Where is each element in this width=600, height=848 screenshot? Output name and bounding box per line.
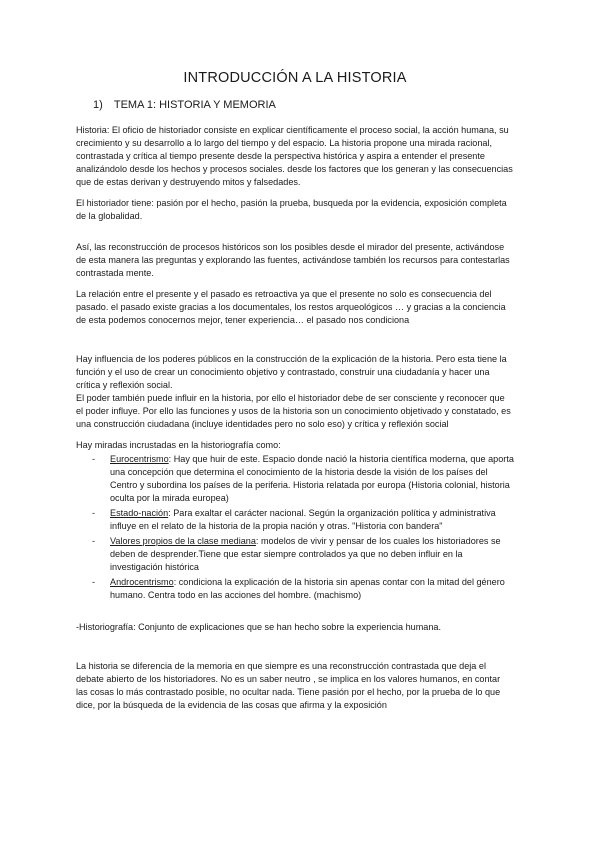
list-bullet: - bbox=[92, 577, 96, 587]
paragraph-historiador: El historiador tiene: pasión por el hecho, pasión la prueba, busqueda por la evidencia, exposición completa de la globalidad. bbox=[76, 198, 507, 221]
list-item-term: Eurocentrismo bbox=[110, 454, 169, 464]
list-item bbox=[76, 535, 514, 574]
paragraph-historia-definition: Historia: El oficio de historiador consiste en explicar científicamente el proceso social, la acción humana, su crecimiento y su desarrollo a lo largo del tiempo y del espacio. La historia propone una mirada racional, contrastada y crítica al tiempo presente desde la perspectiva histórica y aspira a entender el presente analizándolo desde los hechos y procesos sociales. desde los factores que los generan y las consecuencias que de estas derivan y destruyendo mitos y falsedades. bbox=[76, 125, 513, 187]
list-item-text: : modelos de vivir y pensar de los cuales los historiadores se deben de desprender.Tiene que estar siempre controlados ya que no deben influir en la investigación histórica bbox=[110, 536, 501, 572]
list-item-text: : Hay que huir de este. Espacio donde nació la historia científica moderna, que aporta una concepción que determina el conocimiento de la historia desde la visión de los países del Centro y subordina los países de la periferia. Historia relatada por europa (Historia colonial, historia oculta por la mirada europea) bbox=[110, 454, 514, 503]
list-bullet: - bbox=[92, 536, 96, 546]
section-number: 1) bbox=[93, 99, 103, 111]
list-item-term: Androcentrismo bbox=[110, 577, 174, 587]
miradas-list bbox=[76, 453, 514, 602]
paragraph-historiografia: -Historiografía: Conjunto de explicaciones que se han hecho sobre la experiencia humana. bbox=[76, 622, 441, 632]
paragraph-miradas-intro: Hay miradas incrustadas en la historiografía como: bbox=[76, 440, 281, 450]
list-item-term: Estado-nación bbox=[110, 508, 169, 518]
paragraph-poder-influye: El poder también puede influir en la historia, por ello el historiador debe de ser consciente y reconocer que el poder influye. Por ello las funciones y usos de la historia son un conocimiento objetivado y constatado, es una construcción ciudadana (incluye identidades pero no solo eso) y crítica y reflexión social bbox=[76, 393, 511, 429]
list-bullet: - bbox=[92, 508, 96, 518]
list-item-term: Valores propios de la clase mediana bbox=[110, 536, 256, 546]
paragraph-poderes-publicos: Hay influencia de los poderes públicos en la construcción de la explicación de la historia. Pero esta tiene la función y el uso de crear un conocimiento objetivo y contrastado, construir una ciudadanía y hacer una crítica y reflexión social. bbox=[76, 354, 507, 390]
list-bullet: - bbox=[92, 454, 96, 464]
document-title: INTRODUCCIÓN A LA HISTORIA bbox=[183, 70, 407, 86]
list-item bbox=[76, 507, 514, 533]
paragraph-historia-memoria: La historia se diferencia de la memoria en que siempre es una reconstrucción contrastada que deja el debate abierto de los historiadores. No es un saber neutro , se implica en los valores humanos, en contar las cosas lo más contrastado posible, no ocultar nada. Tiene pasión por el hecho, por la prueba de lo que dice, por la búsqueda de la evidencia de las cosas que afirma y la exposición bbox=[76, 661, 501, 710]
list-item bbox=[76, 576, 514, 602]
paragraph-reconstruccion: Así, las reconstrucción de procesos históricos son los posibles desde el mirador del presente, activándose de esta manera las preguntas y explorando las fuentes, activándose también los recursos para contestarlas contrastada mente. bbox=[76, 242, 510, 278]
list-item bbox=[76, 453, 514, 505]
list-item-text: : Para exaltar el carácter nacional. Según la organización política y administrativa influye en el relato de la historia de la propia nación y otras. "Historia con bandera" bbox=[110, 508, 496, 531]
section-heading bbox=[93, 99, 514, 111]
paragraph-presente-pasado: La relación entre el presente y el pasado es retroactiva ya que el presente no solo es consecuencia del pasado. el pasado existe gracias a los documentales, los restos arqueológicos … y gracias a la conciencia de esta podemos conocernos mejor, tener experiencia… el pasado nos condiciona bbox=[76, 289, 506, 325]
section-title: TEMA 1: HISTORIA Y MEMORIA bbox=[113, 99, 276, 111]
list-item-text: : condiciona la explicación de la historia sin apenas contar con la mitad del género humano. Centra todo en las acciones del hombre. (machismo) bbox=[110, 577, 505, 600]
